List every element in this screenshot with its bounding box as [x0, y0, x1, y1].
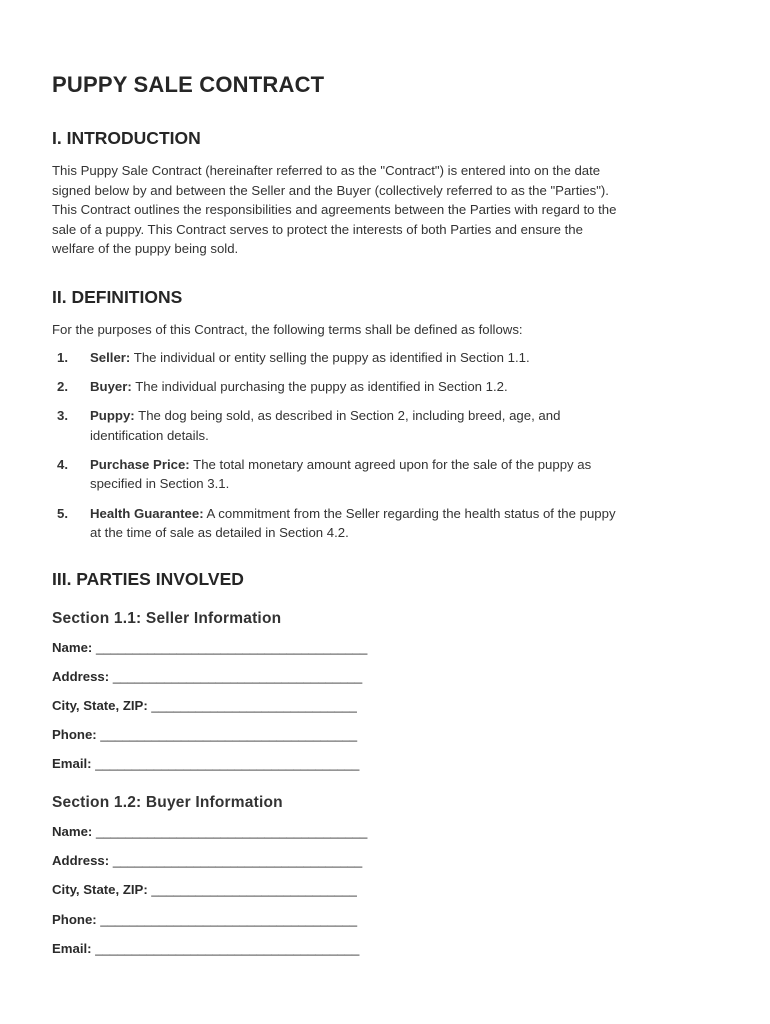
document-title: PUPPY SALE CONTRACT	[52, 72, 325, 97]
blank-line[interactable]: ____________________________________	[95, 756, 360, 772]
definition-item-seller	[52, 348, 720, 368]
definition-body	[90, 406, 720, 445]
introduction-line: This Contract outlines the responsibilities and agreements between the Parties with regard to the	[52, 202, 617, 218]
seller-city-state-zip-field[interactable]	[52, 696, 720, 716]
buyer-email-field[interactable]	[52, 939, 720, 959]
definition-text: The individual or entity selling the puppy as identified in Section 1.1.	[133, 349, 530, 365]
introduction-heading: I. INTRODUCTION	[52, 128, 201, 148]
field-label: City, State, ZIP:	[52, 882, 148, 898]
definitions-intro: For the purposes of this Contract, the following terms shall be defined as follows:	[52, 321, 523, 337]
definition-number: 1.	[57, 349, 68, 365]
definition-item-buyer	[52, 377, 720, 397]
field-label: Phone:	[52, 911, 97, 927]
definitions-heading: II. DEFINITIONS	[52, 286, 183, 307]
definition-text-continued: specified in Section 3.1.	[90, 476, 230, 492]
definition-body	[90, 504, 720, 543]
blank-line[interactable]: __________________________________	[112, 668, 363, 684]
field-label: City, State, ZIP:	[52, 698, 148, 714]
seller-email-field[interactable]	[52, 754, 720, 774]
definition-text: A commitment from the Seller regarding the health status of the puppy	[206, 505, 616, 521]
introduction-line: signed below by and between the Seller and the Buyer (collectively referred to as the "Parties").	[52, 182, 609, 198]
blank-line[interactable]: ___________________________________	[100, 911, 358, 927]
field-label: Name:	[52, 639, 93, 655]
seller-phone-field[interactable]	[52, 725, 720, 745]
definition-item-health-guarantee	[52, 504, 720, 543]
definition-term: Seller:	[90, 349, 131, 365]
blank-line[interactable]: ____________________________	[151, 882, 357, 898]
definition-item-puppy	[52, 406, 720, 445]
definition-text: The dog being sold, as described in Section 2, including breed, age, and	[138, 407, 561, 423]
definition-text: The total monetary amount agreed upon for the sale of the puppy as	[193, 456, 592, 472]
introduction-line: sale of a puppy. This Contract serves to protect the interests of both Parties and ensure the	[52, 221, 583, 237]
definition-text: The individual purchasing the puppy as identified in Section 1.2.	[135, 378, 508, 394]
blank-line[interactable]: ___________________________________	[100, 727, 358, 743]
buyer-info-heading: Section 1.2: Buyer Information	[52, 794, 283, 812]
definition-body	[90, 377, 720, 397]
buyer-address-field[interactable]	[52, 851, 720, 871]
definition-term: Buyer:	[90, 378, 132, 394]
introduction-line: welfare of the puppy being sold.	[52, 241, 239, 257]
seller-name-field[interactable]	[52, 638, 720, 658]
definition-term: Purchase Price:	[90, 456, 190, 472]
field-label: Phone:	[52, 727, 97, 743]
buyer-city-state-zip-field[interactable]	[52, 880, 720, 900]
definition-number: 3.	[57, 407, 68, 423]
parties-heading: III. PARTIES INVOLVED	[52, 568, 244, 589]
definition-number: 4.	[57, 456, 68, 472]
seller-info-heading: Section 1.1: Seller Information	[52, 609, 282, 627]
introduction-line: This Puppy Sale Contract (hereinafter referred to as the "Contract") is entered into on the date	[52, 163, 601, 178]
field-label: Address:	[52, 853, 110, 869]
field-label: Email:	[52, 756, 92, 772]
field-label: Name:	[52, 824, 93, 840]
definition-number: 5.	[57, 505, 68, 521]
definition-text-continued: identification details.	[90, 427, 209, 443]
definition-number: 2.	[57, 378, 68, 394]
definitions-list	[52, 348, 720, 543]
buyer-name-field[interactable]	[52, 822, 720, 842]
seller-address-field[interactable]	[52, 667, 720, 687]
definition-body	[90, 455, 720, 494]
definition-item-purchase-price	[52, 455, 720, 494]
blank-line[interactable]: _____________________________________	[95, 824, 368, 840]
blank-line[interactable]: __________________________________	[112, 853, 363, 869]
introduction-paragraph	[52, 161, 720, 259]
blank-line[interactable]: _____________________________________	[95, 639, 368, 655]
field-label: Address:	[52, 668, 110, 684]
buyer-phone-field[interactable]	[52, 910, 720, 930]
blank-line[interactable]: ____________________________	[151, 698, 357, 714]
field-label: Email:	[52, 940, 92, 956]
definition-body	[90, 348, 720, 368]
blank-line[interactable]: ____________________________________	[95, 940, 360, 956]
definition-text-continued: at the time of sale as detailed in Section 4.2.	[90, 525, 349, 541]
definition-term: Puppy:	[90, 407, 135, 423]
definition-term: Health Guarantee:	[90, 505, 204, 521]
